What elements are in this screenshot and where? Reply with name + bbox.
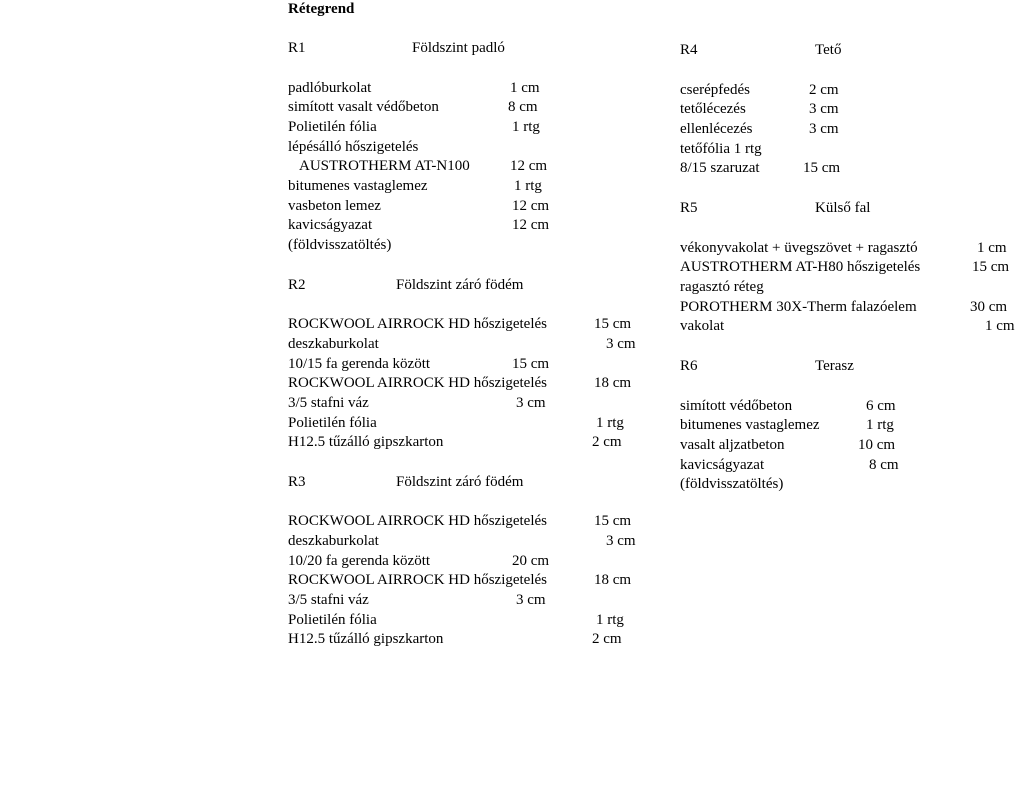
section-name: Tető: [815, 42, 842, 58]
layer-thickness: 3 cm: [516, 395, 546, 411]
layer-thickness: 15 cm: [512, 356, 550, 372]
layer-thickness: 3 cm: [606, 336, 636, 352]
document-title: Rétegrend: [288, 1, 355, 17]
layer-thickness: 1 rtg: [596, 415, 624, 431]
section-code: R2: [288, 277, 306, 293]
layer-label: kavicságyazat: [288, 217, 373, 233]
layer-label: vasbeton lemez: [288, 198, 381, 214]
layer-label: padlóburkolat: [288, 80, 372, 96]
layer-label: ROCKWOOL AIRROCK HD hőszigetelés: [288, 316, 548, 332]
layer-thickness: 8 cm: [508, 99, 538, 115]
layer-label: AUSTROTHERM AT-H80 hőszigetelés: [680, 259, 921, 275]
layer-label: vasalt aljzatbeton: [680, 437, 785, 453]
layer-thickness: 15 cm: [594, 513, 632, 529]
layer-label: deszkaburkolat: [288, 336, 379, 352]
layer-label: (földvisszatöltés): [288, 237, 392, 253]
layer-thickness: 10 cm: [858, 437, 896, 453]
layer-thickness: 15 cm: [594, 316, 632, 332]
layer-thickness: 12 cm: [510, 158, 548, 174]
layer-label: Polietilén fólia: [288, 415, 377, 431]
layer-label: tetőfólia 1 rtg: [680, 141, 762, 157]
layer-label: Polietilén fólia: [288, 612, 377, 628]
layer-label: 10/15 fa gerenda között: [288, 356, 431, 372]
layer-label: cserépfedés: [680, 82, 750, 98]
layer-thickness: 12 cm: [512, 217, 550, 233]
layer-label: simított vasalt védőbeton: [288, 99, 439, 115]
layer-label: tetőlécezés: [680, 101, 746, 117]
layer-thickness: 18 cm: [594, 572, 632, 588]
layer-thickness: 3 cm: [606, 533, 636, 549]
layer-thickness: 1 rtg: [866, 417, 894, 433]
layer-label: 3/5 stafni váz: [288, 592, 369, 608]
layer-label: H12.5 tűzálló gipszkarton: [288, 631, 444, 647]
layer-label: POROTHERM 30X-Therm falazóelem: [680, 299, 917, 315]
section-code: R3: [288, 474, 306, 490]
layer-thickness: 3 cm: [809, 101, 839, 117]
layer-label: bitumenes vastaglemez: [680, 417, 820, 433]
layer-thickness: 15 cm: [972, 259, 1010, 275]
section-name: Földszint padló: [412, 40, 505, 56]
layer-label: bitumenes vastaglemez: [288, 178, 428, 194]
layer-label: AUSTROTHERM AT-N100: [299, 158, 470, 174]
layer-label: deszkaburkolat: [288, 533, 379, 549]
layer-label: vakolat: [680, 318, 725, 334]
layer-thickness: 6 cm: [866, 398, 896, 414]
layer-thickness: 2 cm: [592, 434, 622, 450]
layer-label: 10/20 fa gerenda között: [288, 553, 431, 569]
layer-label: simított védőbeton: [680, 398, 793, 414]
layer-thickness: 2 cm: [592, 631, 622, 647]
layer-thickness: 1 cm: [510, 80, 540, 96]
layer-label: vékonyvakolat + üvegszövet + ragasztó: [680, 240, 918, 256]
layer-label: ROCKWOOL AIRROCK HD hőszigetelés: [288, 572, 548, 588]
layer-thickness: 2 cm: [809, 82, 839, 98]
section-code: R4: [680, 42, 698, 58]
layer-thickness: 1 cm: [985, 318, 1015, 334]
section-name: Külső fal: [815, 200, 871, 216]
layer-thickness: 1 rtg: [596, 612, 624, 628]
layer-thickness: 1 cm: [977, 240, 1007, 256]
layer-label: ROCKWOOL AIRROCK HD hőszigetelés: [288, 513, 548, 529]
section-code: R6: [680, 358, 698, 374]
section-code: R5: [680, 200, 698, 216]
layer-thickness: 1 rtg: [512, 119, 540, 135]
section-name: Földszint záró födém: [396, 277, 524, 293]
layer-label: Polietilén fólia: [288, 119, 377, 135]
section-name: Terasz: [815, 358, 854, 374]
section-code: R1: [288, 40, 306, 56]
layer-thickness: 20 cm: [512, 553, 550, 569]
layer-thickness: 3 cm: [516, 592, 546, 608]
layer-thickness: 8 cm: [869, 457, 899, 473]
section-name: Földszint záró födém: [396, 474, 524, 490]
layer-label: H12.5 tűzálló gipszkarton: [288, 434, 444, 450]
layer-label: 8/15 szaruzat: [680, 160, 760, 176]
layer-label: ellenlécezés: [680, 121, 753, 137]
layer-thickness: 3 cm: [809, 121, 839, 137]
layer-label: lépésálló hőszigetelés: [288, 139, 419, 155]
layer-label: (földvisszatöltés): [680, 476, 784, 492]
layer-thickness: 12 cm: [512, 198, 550, 214]
layer-thickness: 30 cm: [970, 299, 1008, 315]
layer-thickness: 15 cm: [803, 160, 841, 176]
layer-label: ragasztó réteg: [680, 279, 764, 295]
layer-thickness: 18 cm: [594, 375, 632, 391]
layer-thickness: 1 rtg: [514, 178, 542, 194]
layer-label: kavicságyazat: [680, 457, 765, 473]
layer-label: ROCKWOOL AIRROCK HD hőszigetelés: [288, 375, 548, 391]
layer-label: 3/5 stafni váz: [288, 395, 369, 411]
